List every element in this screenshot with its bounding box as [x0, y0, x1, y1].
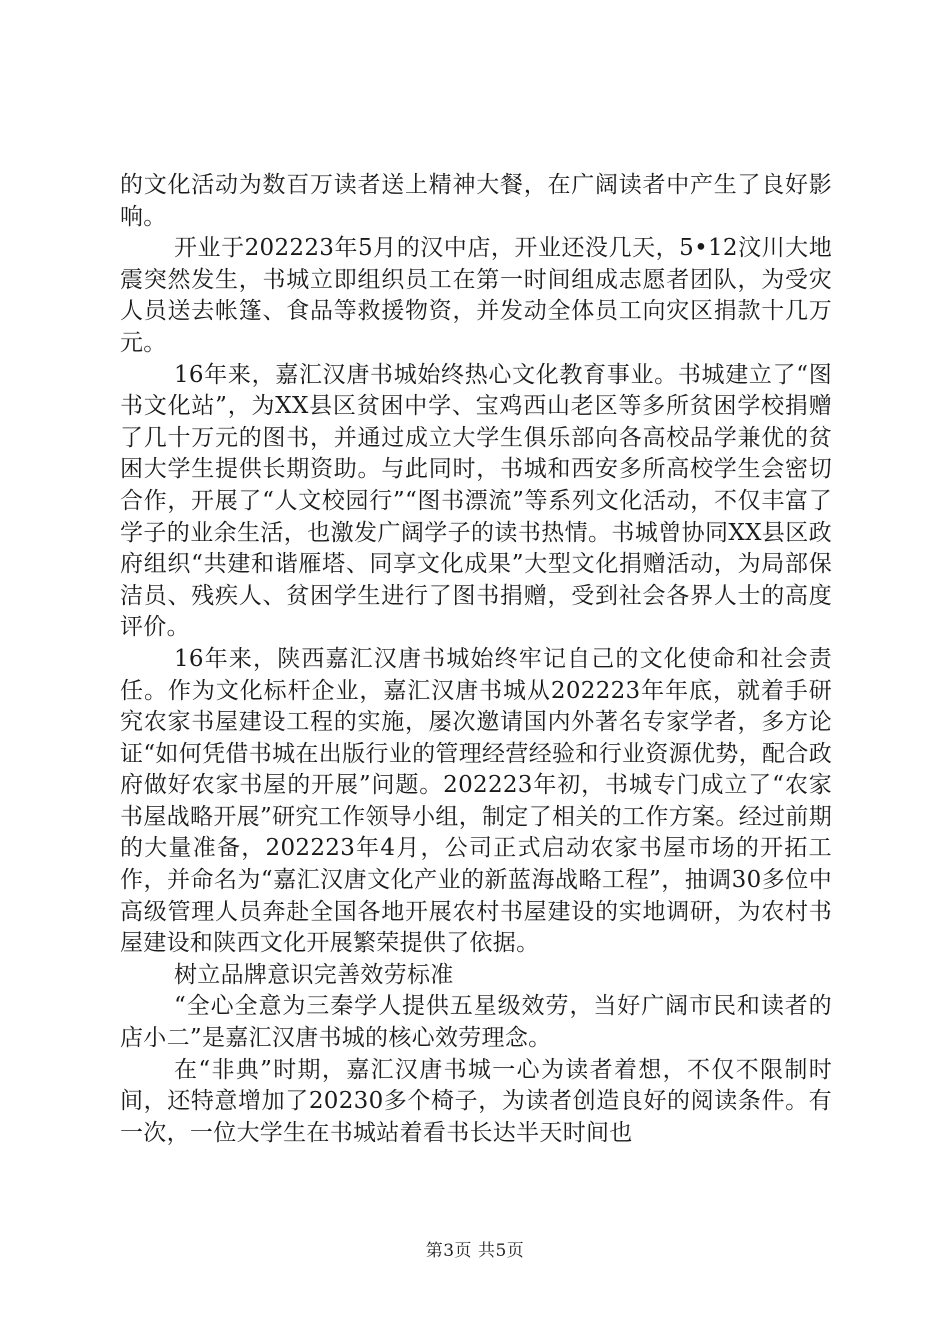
- paragraph-3: 16年来，嘉汇汉唐书城始终热心文化教育事业。书城建立了“图书文化站”，为XX县区贫困中学、宝鸡西山老区等多所贫困学校捐赠了几十万元的图书，并通过成立大学生俱乐部向各高校品学兼优的贫困大学生提供长期资助。与此同时，书城和西安多所高校学生会密切合作，开展了“人文校园行”“图书漂流”等系列文化活动，不仅丰富了学子的业余生活，也激发广阔学子的读书热情。书城曾协同XX县区政府组织“共建和谐雁塔、同享文化成果”大型文化捐赠活动，为局部保洁员、残疾人、贫困学生进行了图书捐赠，受到社会各界人士的高度评价。: [120, 361, 832, 641]
- body-text: [120, 170, 832, 1149]
- section-heading: 树立品牌意识完善效劳标准: [174, 961, 454, 988]
- paragraph-6: 在“非典”时期，嘉汇汉唐书城一心为读者着想，不仅不限制时间，还特意增加了20230多个椅子，为读者创造良好的阅读条件。有一次，一位大学生在书城站着看书长达半天时间也: [120, 1056, 832, 1146]
- paragraph-5: “全心全意为三秦学人提供五星级效劳，当好广阔市民和读者的店小二”是嘉汇汉唐书城的核心效劳理念。: [120, 993, 832, 1052]
- page-number-footer: 第3页 共5页: [425, 1241, 525, 1261]
- paragraph-1: 的文化活动为数百万读者送上精神大餐，在广阔读者中产生了良好影响。: [120, 172, 832, 230]
- paragraph-2: 开业于202223年5月的汉中店，开业还没几天，5•12汶川大地震突然发生，书城立即组织员工在第一时间组成志愿者团队，为受灾人员送去帐篷、食品等救援物资，并发动全体员工向灾区捐款十几万元。: [120, 235, 832, 356]
- paragraph-4: 16年来，陕西嘉汇汉唐书城始终牢记自己的文化使命和社会责任。作为文化标杆企业，嘉汇汉唐书城从202223年年底，就着手研究农家书屋建设工程的实施，屡次邀请国内外著名专家学者，多方论证“如何凭借书城在出版行业的管理经营经验和行业资源优势，配合政府做好农家书屋的开展”问题。202223年初，书城专门成立了“农家书屋战略开展”研究工作领导小组，制定了相关的工作方案。经过前期的大量准备，202223年4月，公司正式启动农家书屋市场的开拓工作，并命名为“嘉汇汉唐文化产业的新蓝海战略工程”，抽调30多位中高级管理人员奔赴全国各地开展农村书屋建设的实地调研，为农村书屋建设和陕西文化开展繁荣提供了依据。: [120, 645, 832, 957]
